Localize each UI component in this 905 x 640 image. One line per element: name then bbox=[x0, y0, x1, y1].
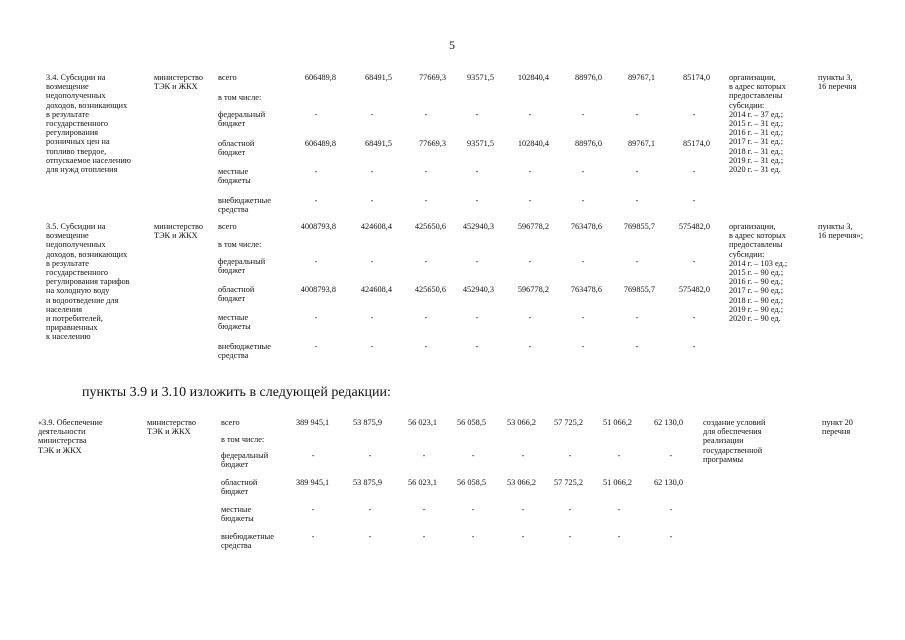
section-3-4-title: 3.4. Субсидии на возмещение недополученных доходов, возникающих в результате государственного регулирования розничных цен на топливо твердое, отпускаемое населению для нужд отопления bbox=[46, 73, 131, 175]
cell-3-4-extra-0: - bbox=[314, 196, 318, 205]
source-regional-label: областной бюджет bbox=[218, 139, 255, 158]
cell-3-5-local-5: - bbox=[581, 313, 585, 322]
cell-3-5-local-3: - bbox=[475, 313, 479, 322]
cell-3-9-local-3: - bbox=[471, 505, 475, 514]
cell-3-5-total-7: 575482,0 bbox=[678, 222, 710, 231]
section-3-5-executor: министерство ТЭК и ЖКХ bbox=[154, 222, 204, 241]
cell-3-4-regional-2: 77669,3 bbox=[419, 139, 446, 148]
cell-3-5-regional-0: 4008793,8 bbox=[300, 285, 336, 294]
cell-3-9-regional-1: 53 875,9 bbox=[353, 478, 383, 487]
cell-3-5-total-4: 596778,2 bbox=[517, 222, 549, 231]
cell-3-4-total-5: 88976,0 bbox=[575, 73, 602, 82]
cell-3-4-regional-4: 102840,4 bbox=[517, 139, 549, 148]
cell-3-9-federal-6: - bbox=[617, 451, 621, 460]
source-total-label: всего bbox=[221, 418, 240, 427]
cell-3-5-federal-4: - bbox=[528, 257, 532, 266]
cell-3-4-total-6: 89767,1 bbox=[628, 73, 655, 82]
cell-3-4-local-0: - bbox=[314, 167, 318, 176]
cell-3-5-total-0: 4008793,8 bbox=[300, 222, 336, 231]
source-local-label: местные бюджеты bbox=[218, 313, 251, 332]
cell-3-4-total-2: 77669,3 bbox=[419, 73, 446, 82]
cell-3-5-local-7: - bbox=[692, 313, 696, 322]
cell-3-9-extra-7: - bbox=[669, 532, 673, 541]
cell-3-4-total-4: 102840,4 bbox=[517, 73, 549, 82]
cell-3-4-extra-7: - bbox=[692, 196, 696, 205]
cell-3-4-extra-4: - bbox=[528, 196, 532, 205]
cell-3-4-total-7: 85174,0 bbox=[683, 73, 710, 82]
cell-3-9-extra-1: - bbox=[368, 532, 372, 541]
cell-3-9-extra-5: - bbox=[568, 532, 572, 541]
cell-3-5-federal-7: - bbox=[692, 257, 696, 266]
source-extra-label: внебюджетные средства bbox=[218, 196, 271, 215]
cell-3-5-regional-7: 575482,0 bbox=[678, 285, 710, 294]
source-incl-label: в том числе: bbox=[218, 240, 262, 249]
cell-3-4-extra-5: - bbox=[581, 196, 585, 205]
cell-3-4-local-1: - bbox=[370, 167, 374, 176]
source-incl-label: в том числе: bbox=[221, 435, 265, 444]
cell-3-4-extra-2: - bbox=[424, 196, 428, 205]
cell-3-9-local-1: - bbox=[368, 505, 372, 514]
cell-3-5-local-4: - bbox=[528, 313, 532, 322]
cell-3-9-regional-0: 389 945,1 bbox=[296, 478, 330, 487]
source-incl-label: в том числе: bbox=[218, 93, 262, 102]
cell-3-5-extra-2: - bbox=[424, 342, 428, 351]
cell-3-9-federal-2: - bbox=[422, 451, 426, 460]
cell-3-4-local-4: - bbox=[528, 167, 532, 176]
cell-3-4-extra-6: - bbox=[635, 196, 639, 205]
cell-3-5-extra-4: - bbox=[528, 342, 532, 351]
source-regional-label: областной бюджет bbox=[218, 285, 255, 304]
cell-3-5-federal-1: - bbox=[370, 257, 374, 266]
cell-3-5-total-2: 425650,6 bbox=[414, 222, 446, 231]
cell-3-5-extra-3: - bbox=[475, 342, 479, 351]
source-total-label: всего bbox=[218, 222, 237, 231]
section-3-5-result: организации, в адрес которых предоставлены субсидии: 2014 г. – 103 ед.; 2015 г. – 90 ед.; 2016 г. – 90 ед.; 2017 г. – 90 ед.; 2018 г. – 90 ед.; 2019 г. – 90 ед.; 2020 г. – 90 ед. bbox=[729, 222, 788, 324]
cell-3-4-federal-5: - bbox=[581, 110, 585, 119]
cell-3-4-regional-5: 88976,0 bbox=[575, 139, 602, 148]
cell-3-4-extra-3: - bbox=[475, 196, 479, 205]
cell-3-4-local-6: - bbox=[635, 167, 639, 176]
cell-3-5-federal-0: - bbox=[314, 257, 318, 266]
cell-3-5-federal-2: - bbox=[424, 257, 428, 266]
cell-3-9-total-4: 53 066,2 bbox=[507, 418, 537, 427]
amendment-heading: пункты 3.9 и 3.10 изложить в следующей редакции: bbox=[82, 385, 391, 400]
section-3-5-title: 3.5. Субсидии на возмещение недополученных доходов, возникающих в результате государственного регулирования тарифов на холодную воду и водоотведение для населения и потребителей, приравненных к населению bbox=[46, 222, 130, 342]
cell-3-5-federal-5: - bbox=[581, 257, 585, 266]
page-number: 5 bbox=[449, 38, 455, 52]
cell-3-9-regional-5: 57 725,2 bbox=[554, 478, 584, 487]
source-total-label: всего bbox=[218, 73, 237, 82]
section-3-5-reference: пункты 3, 16 перечня»; bbox=[818, 222, 864, 241]
cell-3-9-local-7: - bbox=[669, 505, 673, 514]
cell-3-9-extra-0: - bbox=[311, 532, 315, 541]
cell-3-4-regional-3: 93571,5 bbox=[467, 139, 494, 148]
cell-3-9-federal-1: - bbox=[368, 451, 372, 460]
cell-3-5-total-5: 763478,6 bbox=[570, 222, 602, 231]
source-local-label: местные бюджеты bbox=[218, 167, 251, 186]
cell-3-4-local-2: - bbox=[424, 167, 428, 176]
cell-3-4-federal-6: - bbox=[635, 110, 639, 119]
cell-3-4-federal-3: - bbox=[475, 110, 479, 119]
cell-3-9-local-6: - bbox=[617, 505, 621, 514]
cell-3-9-total-5: 57 725,2 bbox=[554, 418, 584, 427]
cell-3-4-regional-7: 85174,0 bbox=[683, 139, 710, 148]
cell-3-5-local-0: - bbox=[314, 313, 318, 322]
cell-3-9-total-1: 53 875,9 bbox=[353, 418, 383, 427]
cell-3-5-extra-6: - bbox=[635, 342, 639, 351]
section-3-4-reference: пункты 3, 16 перечня bbox=[818, 73, 857, 92]
cell-3-4-regional-0: 606489,8 bbox=[304, 139, 336, 148]
cell-3-9-extra-2: - bbox=[422, 532, 426, 541]
cell-3-4-federal-1: - bbox=[370, 110, 374, 119]
section-3-9-title: «3.9. Обеспечение деятельности министерства ТЭК и ЖКХ bbox=[38, 418, 103, 455]
cell-3-5-extra-5: - bbox=[581, 342, 585, 351]
cell-3-9-extra-6: - bbox=[617, 532, 621, 541]
cell-3-5-total-6: 769855,7 bbox=[623, 222, 655, 231]
source-local-label: местные бюджеты bbox=[221, 505, 254, 524]
section-3-9-result: создание условий для обеспечения реализации государственной программы bbox=[703, 418, 766, 464]
cell-3-4-federal-2: - bbox=[424, 110, 428, 119]
cell-3-5-regional-6: 769855,7 bbox=[623, 285, 655, 294]
cell-3-4-federal-4: - bbox=[528, 110, 532, 119]
cell-3-9-total-3: 56 058,5 bbox=[457, 418, 487, 427]
cell-3-9-local-5: - bbox=[568, 505, 572, 514]
cell-3-4-regional-1: 68491,5 bbox=[365, 139, 392, 148]
cell-3-9-regional-4: 53 066,2 bbox=[507, 478, 537, 487]
cell-3-5-extra-0: - bbox=[314, 342, 318, 351]
cell-3-5-local-1: - bbox=[370, 313, 374, 322]
cell-3-4-local-3: - bbox=[475, 167, 479, 176]
cell-3-5-local-6: - bbox=[635, 313, 639, 322]
cell-3-9-federal-7: - bbox=[669, 451, 673, 460]
cell-3-9-local-2: - bbox=[422, 505, 426, 514]
source-federal-label: федеральный бюджет bbox=[221, 451, 269, 470]
cell-3-9-local-4: - bbox=[521, 505, 525, 514]
cell-3-9-total-2: 56 023,1 bbox=[408, 418, 438, 427]
cell-3-5-federal-3: - bbox=[475, 257, 479, 266]
section-3-9-executor: министерство ТЭК и ЖКХ bbox=[147, 418, 197, 437]
cell-3-9-total-0: 389 945,1 bbox=[296, 418, 330, 427]
cell-3-4-regional-6: 89767,1 bbox=[628, 139, 655, 148]
section-3-4-result: организации, в адрес которых предоставлены субсидии: 2014 г. – 37 ед.; 2015 г. – 31 ед.; 2016 г. – 31 ед.; 2017 г. – 31 ед.; 2018 г. – 31 ед.; 2019 г. – 31 ед.; 2020 г. – 31 ед. bbox=[729, 73, 786, 175]
cell-3-9-total-6: 51 066,2 bbox=[603, 418, 633, 427]
source-regional-label: областной бюджет bbox=[221, 478, 258, 497]
cell-3-9-regional-7: 62 130,0 bbox=[654, 478, 684, 487]
cell-3-5-regional-2: 425650,6 bbox=[414, 285, 446, 294]
cell-3-4-total-0: 606489,8 bbox=[304, 73, 336, 82]
cell-3-4-federal-7: - bbox=[692, 110, 696, 119]
cell-3-4-total-1: 68491,5 bbox=[365, 73, 392, 82]
cell-3-9-extra-4: - bbox=[521, 532, 525, 541]
source-federal-label: федеральный бюджет bbox=[218, 257, 266, 276]
section-3-9-reference: пункт 20 перечня bbox=[822, 418, 853, 437]
cell-3-5-regional-1: 424608,4 bbox=[360, 285, 392, 294]
cell-3-9-regional-3: 56 058,5 bbox=[457, 478, 487, 487]
cell-3-5-extra-7: - bbox=[692, 342, 696, 351]
cell-3-5-federal-6: - bbox=[635, 257, 639, 266]
cell-3-9-local-0: - bbox=[311, 505, 315, 514]
cell-3-4-local-5: - bbox=[581, 167, 585, 176]
cell-3-9-federal-4: - bbox=[521, 451, 525, 460]
cell-3-9-total-7: 62 130,0 bbox=[654, 418, 684, 427]
cell-3-5-regional-5: 763478,6 bbox=[570, 285, 602, 294]
cell-3-9-federal-5: - bbox=[568, 451, 572, 460]
cell-3-5-total-3: 452940,3 bbox=[462, 222, 494, 231]
cell-3-9-federal-0: - bbox=[311, 451, 315, 460]
source-extra-label: внебюджетные средства bbox=[218, 342, 271, 361]
cell-3-5-local-2: - bbox=[424, 313, 428, 322]
source-federal-label: федеральный бюджет bbox=[218, 110, 266, 129]
cell-3-4-extra-1: - bbox=[370, 196, 374, 205]
cell-3-5-extra-1: - bbox=[370, 342, 374, 351]
source-extra-label: внебюджетные средства bbox=[221, 532, 274, 551]
cell-3-5-total-1: 424608,4 bbox=[360, 222, 392, 231]
cell-3-9-federal-3: - bbox=[471, 451, 475, 460]
cell-3-4-federal-0: - bbox=[314, 110, 318, 119]
section-3-4-executor: министерство ТЭК и ЖКХ bbox=[154, 73, 204, 92]
cell-3-4-total-3: 93571,5 bbox=[467, 73, 494, 82]
cell-3-4-local-7: - bbox=[692, 167, 696, 176]
cell-3-5-regional-4: 596778,2 bbox=[517, 285, 549, 294]
cell-3-9-extra-3: - bbox=[471, 532, 475, 541]
cell-3-9-regional-6: 51 066,2 bbox=[603, 478, 633, 487]
cell-3-5-regional-3: 452940,3 bbox=[462, 285, 494, 294]
cell-3-9-regional-2: 56 023,1 bbox=[408, 478, 438, 487]
